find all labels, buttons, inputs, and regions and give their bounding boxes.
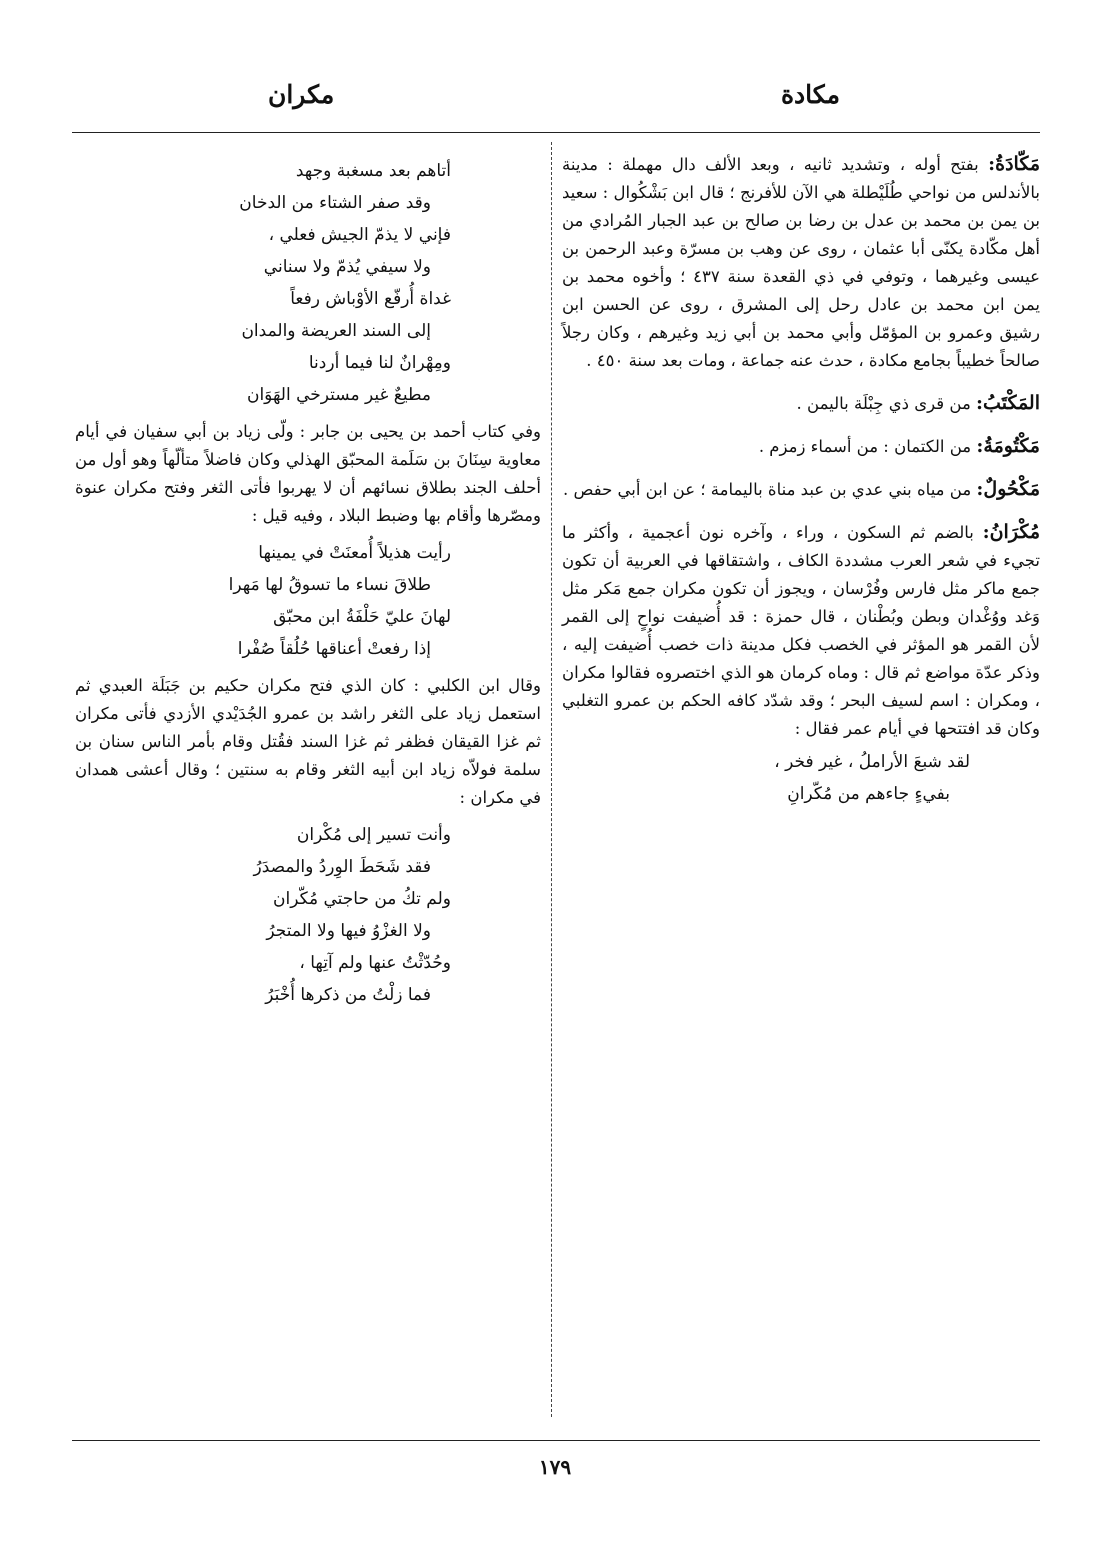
verse bbox=[75, 534, 541, 668]
verse-line: وقد صفر الشتاء من الدخان bbox=[239, 193, 431, 213]
verse-line: أتاهم بعد مسغبة وجهد bbox=[295, 161, 451, 181]
verse-line: ولم تكُ من حاجتي مُكّران bbox=[272, 889, 451, 909]
verse-line: فإني لا يذمّ الجيش فعلي ، bbox=[268, 225, 451, 245]
headword: مَكّادَةُ: bbox=[988, 153, 1040, 175]
verse-line: وأنت تسير إلى مُكْران bbox=[296, 825, 451, 845]
verse-line: لهانَ عليّ حَلْفَةُ ابن محبّق bbox=[273, 607, 451, 627]
headword: مَكْتُومَةُ: bbox=[976, 435, 1040, 457]
entry-mukran bbox=[562, 518, 1040, 813]
entry-text: بالضم ثم السكون ، وراء ، وآخره نون أعجمية ، وأكثر ما تجيء في شعر العرب مشددة الكاف ، واشتقاقها في العربية أن تكون جمع ماكر مثل فارس وفُرْسان ، ويجوز أن تكون مكران جمع مَكر مثل وَغد ووُغْدان وبطن وبُطْنان ، قال حمزة : قد أُضيفت نواحٍ إلى القمر لأن القمر هو المؤثر في الخصب فكل مدينة ذات خصب أُضيفت إليه ، وذكر عدّة مواضع ثم قال : وماه كرمان هو الذي اختصروه فقالوا مكران ، ومكران : اسم لسيف البحر ؛ وقد شدّد كافه الحكم بن عمرو التغلبي وكان قد افتتحها في أيام عمر فقال : bbox=[562, 523, 1040, 738]
prose-paragraph: وقال ابن الكلبي : كان الذي فتح مكران حكيم بن جَبَلَة العبدي ثم استعمل زياد على الثغر راشد بن عمرو الجُدَيْدي الأزدي فأتى مكران ثم غزا القيقان فظفر ثم غزا السند فقُتل وقام بأمر الناس سنان بن سلمة فولاّه زياد ابن أبيه الثغر وقام به سنتين ؛ وقال أعشى همدان في مكران : bbox=[75, 676, 541, 807]
verse-line: ولا سيفي يُذمّ ولا سناني bbox=[263, 257, 431, 277]
entry-makkada bbox=[562, 150, 1040, 375]
headword: مَكْحُولٌ: bbox=[976, 478, 1040, 500]
verse-line: فما زلْتُ من ذكرها أُخْبَرُ bbox=[265, 985, 431, 1005]
verse-line: وحُدّثْتُ عنها ولم آتِها ، bbox=[299, 953, 451, 973]
verse bbox=[75, 152, 541, 414]
verse-line: رأيت هذيلاً أُمعنَتْ في يمينها bbox=[258, 543, 451, 563]
verse-line: إلى السند العريضة والمدان bbox=[241, 321, 431, 341]
entry-text: من مياه بني عدي بن عبد مناة باليمامة ؛ عن ابن أبي حفص . bbox=[563, 480, 972, 499]
verse-line: لقد شبعَ الأراملُ ، غير فخر ، bbox=[774, 752, 970, 772]
entry-makhul bbox=[562, 475, 1040, 504]
verse-line: ومِهْرانٌ لنا فيما أردنا bbox=[308, 353, 451, 373]
headword: مُكْرَانُ: bbox=[982, 521, 1040, 543]
verse-line: فقد شَحَطَ الوِردُ والمصدَرُ bbox=[253, 857, 431, 877]
running-head-left: مكران bbox=[268, 80, 335, 109]
entry-text: من قرى ذي جِبْلَة باليمن . bbox=[796, 394, 971, 413]
headword: المَكْتَبُ: bbox=[976, 392, 1040, 414]
running-head-right: مكادة bbox=[780, 80, 840, 109]
verse bbox=[75, 816, 541, 1014]
entry-text: بفتح أوله ، وتشديد ثانيه ، وبعد الألف دال مهملة : مدينة بالأندلس من نواحي طُلَيْطلة هي الآن للأفرنج ؛ قال ابن بَشْكُوال : سعيد بن يمن بن محمد بن عدل بن رضا بن صالح بن عبد الجبار المُرادي من أهل مكّادة يكنّى أبا عثمان ، روى عن وهب بن مسرّة وعبد الرحمن بن عيسى وغيرهما ، وتوفي في ذي القعدة سنة ٤٣٧ ؛ وأخوه محمد بن يمن ابن محمد بن عادل رحل إلى المشرق ، روى عن الحسن ابن رشيق وعمرو بن المؤمّل وأبي محمد بن أبي زيد وغيرهم ، وكان رجلاً صالحاً خطيباً بجامع مكادة ، حدث عنه جماعة ، ومات بعد سنة ٤٥٠ . bbox=[562, 155, 1040, 370]
column-divider bbox=[551, 142, 552, 1417]
footer-rule bbox=[72, 1440, 1040, 1441]
left-column bbox=[75, 152, 541, 1014]
right-column bbox=[562, 150, 1040, 827]
header-rule bbox=[72, 132, 1040, 133]
entry-text: من الكتمان : من أسماء زمزم . bbox=[758, 437, 972, 456]
verse bbox=[562, 743, 1040, 813]
prose-paragraph: وفي كتاب أحمد بن يحيى بن جابر : ولّى زياد بن أبي سفيان في أيام معاوية سِنَانَ بن سَلَمة المحبّق الهذلي وكان فاضلاً متألّهاً وهو أول من أحلف الجند بطلاق نسائهم أن لا يهربوا فأتى الثغر وفتح مكران عنوة ومصّرها وأقام بها وضبط البلاد ، وفيه قيل : bbox=[75, 422, 541, 525]
entry-almaktab bbox=[562, 389, 1040, 418]
page-number: ١٧٩ bbox=[538, 1455, 572, 1479]
verse-line: غداة أُرفّع الأوْباش رفعاً bbox=[290, 289, 451, 309]
verse-line: إذا رفعتْ أعناقها حُلُقاً صُفْرا bbox=[237, 639, 431, 659]
verse-line: بفيءٍ جاءهم من مُكّرانِ bbox=[787, 784, 950, 804]
verse-line: ولا الغزْوُ فيها ولا المتجرُ bbox=[266, 921, 431, 941]
verse-line: طلاقَ نساء ما تسوقُ لها مَهرا bbox=[228, 575, 431, 595]
entry-maktuma bbox=[562, 432, 1040, 461]
verse-line: مطيعٌ غير مسترخي الهَوَان bbox=[246, 385, 431, 405]
